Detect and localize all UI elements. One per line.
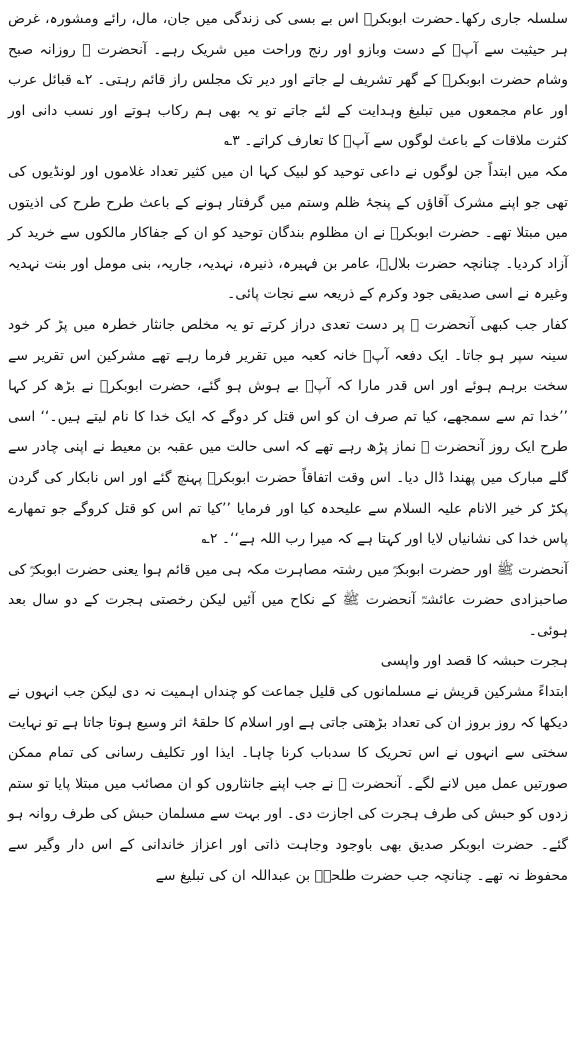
urdu-book-page (8, 4, 568, 1052)
paragraph-abu-bakr-companionship: سلسلہ جاری رکھا۔حضرت ابوبکرؓ اس بے بسی کی زندگی میں جان، مال، رائے ومشورہ، غرض ہر حیثیت سے آپؐ کے دست وبازو اور رنج وراحت میں شریک رہے۔ آنحضرت ﷺ روزانہ صبح وشام حضرت ابوبکرؓ کے گھر تشریف لے جاتے اور دیر تک مجلس راز قائم رہتی۔ ۲؎ قبائل عرب اور عام مجمعوں میں تبلیغ وہدایت کے لئے جاتے تو یہ بھی ہم رکاب ہوتے اور نسب دانی اور کثرت ملاقات کے باعث لوگوں سے آپؐ کا تعارف کراتے۔ ۳؎ (8, 11, 568, 150)
paragraph-marriage-relation: آنحضرت ﷺ اور حضرت ابوبکرؓ میں رشتہ مصاہرت مکہ ہی میں قائم ہوا یعنی حضرت ابوبکرؓ کی صاحبزادی حضرت عائشہؓ آنحضرت ﷺ کے نکاح میں آئیں لیکن رخصتی ہجرت کے دو سال بعد ہوئی۔ (8, 561, 568, 639)
paragraph-habsha-migration: ابتداءً مشرکین قریش نے مسلمانوں کی قلیل جماعت کو چنداں اہمیت نہ دی لیکن جب انہوں نے دیکھا کہ روز بروز ان کی تعداد بڑھتی جاتی ہے اور اسلام کا حلقۂ اثر وسیع ہوتا جاتا ہے تو نہایت سختی سے انہوں نے اس تحریک کا سدباب کرنا چاہا۔ ایذا اور تکلیف رسانی کی تمام ممکن صورتیں عمل میں لانے لگے۔ آنحضرت ﷺ نے جب اپنے جانثاروں کو ان مصائب میں مبتلا پایا تو ستم زدوں کو حبش کی طرف ہجرت کی اجازت دی۔ اور بہت سے مسلمان حبش کی طرف روانہ ہو گئے۔ حضرت ابوبکر صدیق بھی باوجود وجاہت ذاتی اور اعزاز خاندانی کے اس دار وگیر سے محفوظ نہ تھے۔ چنانچہ جب حضرت طلحہؓ بن عبداللہ ان کی تبلیغ سے (8, 684, 568, 884)
paragraph-protecting-prophet: کفار جب کبھی آنحضرت ﷺ پر دست تعدی دراز کرتے تو یہ مخلص جانثار خطرہ میں پڑ کر خود سینہ سپر ہو جاتا۔ ایک دفعہ آپؐ خانہ کعبہ میں تقریر فرما رہے تھے مشرکین اس تقریر سے سخت برہم ہوئے اور اس قدر مارا کہ آپؐ بے ہوش ہو گئے، حضرت ابوبکرؓ نے بڑھ کر کہا ’’خدا تم سے سمجھے، کیا تم صرف ان کو اس قتل کر دوگے کہ ایک خدا کا نام لیتے ہیں۔‘‘ اسی طرح ایک روز آنحضرت ﷺ نماز پڑھ رہے تھے کہ اسی حالت میں عقبہ بن معیط نے اپنی چادر سے گلے مبارک میں پھندا ڈال دیا۔ اس وقت اتفاقاً حضرت ابوبکرؓ پہنچ گئے اور اس نابکار کی گردن پکڑ کر خیر الانام علیہ السلام سے علیحدہ کیا اور فرمایا ’’کیا تم اس کو قتل کروگے جو تمھارے پاس خدا کی نشانیاں لایا اور کہتا ہے کہ میرا رب اللہ ہے‘‘۔ ۲؎ (8, 316, 568, 548)
paragraph-freeing-slaves: مکہ میں ابتداً جن لوگوں نے داعی توحید کو لبیک کہا ان میں کثیر تعداد غلاموں اور لونڈیوں کی تھی جو اپنے مشرک آقاؤں کے پنجۂ ظلم وستم میں گرفتار ہونے کے باعث طرح طرح کی اذیتوں میں مبتلا تھے۔ حضرت ابوبکرؓ نے ان مظلوم بندگان توحید کو ان کے جفاکار مالکوں سے خرید کر آزاد کردیا۔ چنانچہ حضرت بلالؓ، عامر بن فہیرہ، ذنیرہ، نہدیہ، جاریہ، بنی مومل اور بنت نہدیہ وغیرہ نے اسی صدیقی جود وکرم کے ذریعہ سے نجات پائی۔ (8, 163, 568, 303)
section-heading-habsha-migration: ہجرت حبشہ کا قصد اور واپسی (380, 653, 568, 670)
